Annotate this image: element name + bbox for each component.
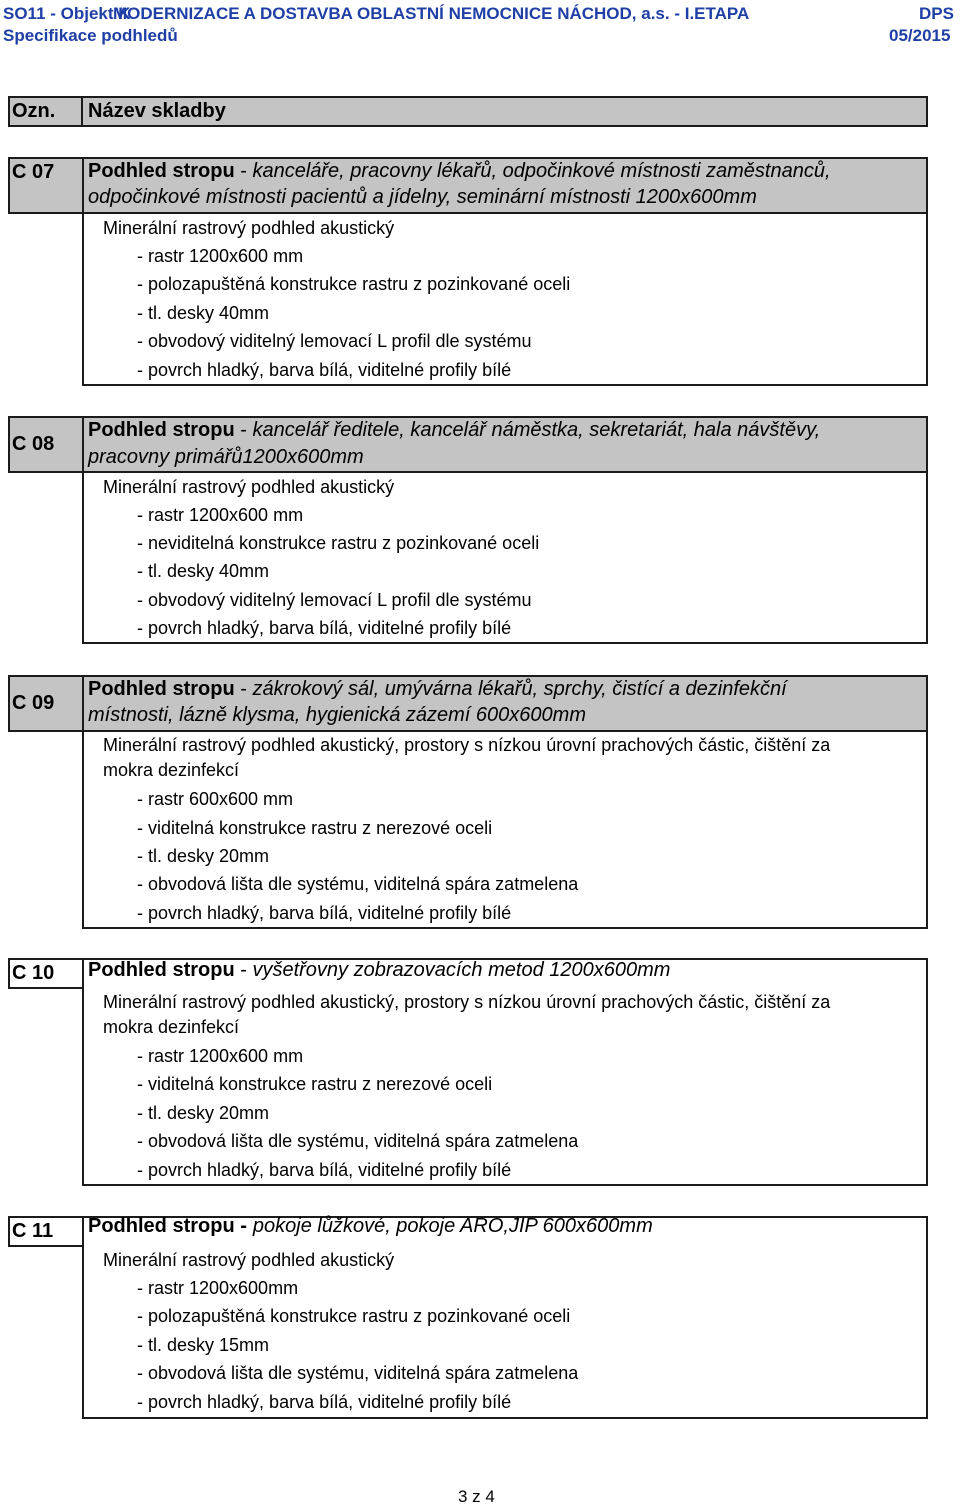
page-number: 3 z 4: [458, 1487, 495, 1506]
project-code: SO11 - Objekt K: [3, 4, 131, 23]
spec-line: - viditelná konstrukce rastru z nerezové oceli: [137, 1074, 493, 1094]
section-spec-cell: [82, 1216, 928, 1419]
section-code-cell: [8, 1216, 84, 1247]
section-code-cell: [8, 157, 84, 214]
spec-line: - rastr 1200x600 mm: [137, 1046, 304, 1066]
spec-line: Minerální rastrový podhled akustický, prostory s nízkou úrovní prachových částic, čištění za: [103, 992, 831, 1012]
section-title-rooms: kanceláře, pracovny lékařů, odpočinkové místnosti zaměstnanců,: [252, 160, 831, 182]
section-title-line: [88, 159, 831, 183]
spec-line: - rastr 1200x600mm: [137, 1278, 299, 1298]
section-title-rooms: vyšetřovny zobrazovacích metod 1200x600mm: [252, 959, 671, 981]
section-title-rooms: zákrokový sál, umývárna lékařů, sprchy, čistící a dezinfekční: [252, 678, 787, 700]
section-title-separator: -: [234, 160, 253, 182]
spec-line: - obvodová lišta dle systému, viditelná spára zatmelena: [137, 1363, 579, 1383]
section-code: C 09: [12, 692, 55, 714]
section-title-cell: [82, 157, 928, 214]
section-title-line: [88, 185, 757, 209]
spec-line: - rastr 1200x600 mm: [137, 505, 304, 525]
section-title-type: Podhled stropu: [88, 419, 235, 441]
section-title-rooms: místnosti, lázně klysma, hygienická zázemí 600x600mm: [88, 704, 586, 726]
section-code-cell: [8, 958, 84, 989]
section-code-cell: [8, 416, 84, 473]
section-title-line: [88, 958, 670, 982]
spec-line: - viditelná konstrukce rastru z nerezové oceli: [137, 818, 493, 838]
section-title-type: Podhled stropu -: [88, 1215, 247, 1237]
spec-line: - tl. desky 15mm: [137, 1335, 270, 1355]
spec-line: - obvodový viditelný lemovací L profil dle systému: [137, 331, 532, 351]
section-title-rooms: pracovny primářů1200x600mm: [88, 446, 364, 468]
spec-line: - povrch hladký, barva bílá, viditelné profily bílé: [137, 618, 512, 638]
spec-line: - povrch hladký, barva bílá, viditelné profily bílé: [137, 1392, 512, 1412]
table-header-code-cell: [8, 96, 83, 127]
section-title-line: [88, 703, 586, 727]
document-date: 05/2015: [889, 26, 951, 45]
section-title-separator: -: [234, 959, 253, 981]
section-title-type: Podhled stropu: [88, 678, 235, 700]
spec-line: - tl. desky 40mm: [137, 561, 270, 581]
section-code: C 10: [12, 962, 55, 984]
spec-line: mokra dezinfekcí: [103, 1017, 240, 1037]
section-code: C 11: [12, 1220, 54, 1242]
section-title-type: Podhled stropu: [88, 959, 235, 981]
section-title-rooms: odpočinkové místnosti pacientů a jídelny, seminární místnosti 1200x600mm: [88, 186, 757, 208]
spec-line: - rastr 600x600 mm: [137, 789, 294, 809]
spec-line: - povrch hladký, barva bílá, viditelné profily bílé: [137, 360, 512, 380]
spec-line: - tl. desky 20mm: [137, 846, 270, 866]
spec-line: - polozapuštěná konstrukce rastru z pozinkované oceli: [137, 274, 571, 294]
section-title-type: Podhled stropu: [88, 160, 235, 182]
section-spec-cell: [82, 471, 928, 644]
spec-line: - povrch hladký, barva bílá, viditelné profily bílé: [137, 903, 512, 923]
spec-line: Minerální rastrový podhled akustický, prostory s nízkou úrovní prachových částic, čištění za: [103, 735, 831, 755]
table-header-name: Název skladby: [88, 100, 226, 122]
spec-line: - obvodový viditelný lemovací L profil dle systému: [137, 590, 532, 610]
section-title-line: [88, 677, 787, 701]
project-name: MODERNIZACE A DOSTAVBA OBLASTNÍ NEMOCNICE NÁCHOD, a.s. - I.ETAPA: [113, 4, 750, 23]
section-title-cell: [82, 416, 928, 473]
section-title-line: [88, 418, 820, 442]
section-code: C 08: [12, 433, 55, 455]
document-title: Specifikace podhledů: [3, 26, 178, 45]
spec-line: - obvodová lišta dle systému, viditelná spára zatmelena: [137, 874, 579, 894]
section-title-separator: -: [234, 678, 253, 700]
spec-line: - polozapuštěná konstrukce rastru z pozinkované oceli: [137, 1306, 571, 1326]
spec-line: - obvodová lišta dle systému, viditelná spára zatmelena: [137, 1131, 579, 1151]
spec-line: - tl. desky 40mm: [137, 303, 270, 323]
spec-line: Minerální rastrový podhled akustický: [103, 1250, 395, 1270]
section-title-line: [88, 1214, 653, 1238]
spec-line: mokra dezinfekcí: [103, 760, 240, 780]
document-stage: DPS: [919, 4, 954, 23]
section-title-line: [88, 445, 364, 469]
section-title-separator: -: [234, 419, 253, 441]
spec-line: - tl. desky 20mm: [137, 1103, 270, 1123]
section-code: C 07: [12, 161, 55, 183]
spec-line: - rastr 1200x600 mm: [137, 246, 304, 266]
section-title-cell: [82, 675, 928, 732]
section-spec-cell: [82, 212, 928, 386]
section-title-rooms: kancelář ředitele, kancelář náměstka, sekretariát, hala návštěvy,: [252, 419, 821, 441]
section-title-rooms: pokoje lůžkové, pokoje ARO,JIP 600x600mm: [252, 1215, 653, 1237]
section-code-cell: [8, 675, 84, 732]
spec-line: Minerální rastrový podhled akustický: [103, 477, 395, 497]
spec-line: Minerální rastrový podhled akustický: [103, 218, 395, 238]
section-spec-cell: [82, 730, 928, 929]
table-header-code: Ozn.: [12, 100, 56, 122]
spec-line: - povrch hladký, barva bílá, viditelné profily bílé: [137, 1160, 512, 1180]
table-header-name-cell: [81, 96, 928, 127]
section-spec-cell: [82, 958, 928, 1186]
spec-line: - neviditelná konstrukce rastru z pozinkované oceli: [137, 533, 540, 553]
